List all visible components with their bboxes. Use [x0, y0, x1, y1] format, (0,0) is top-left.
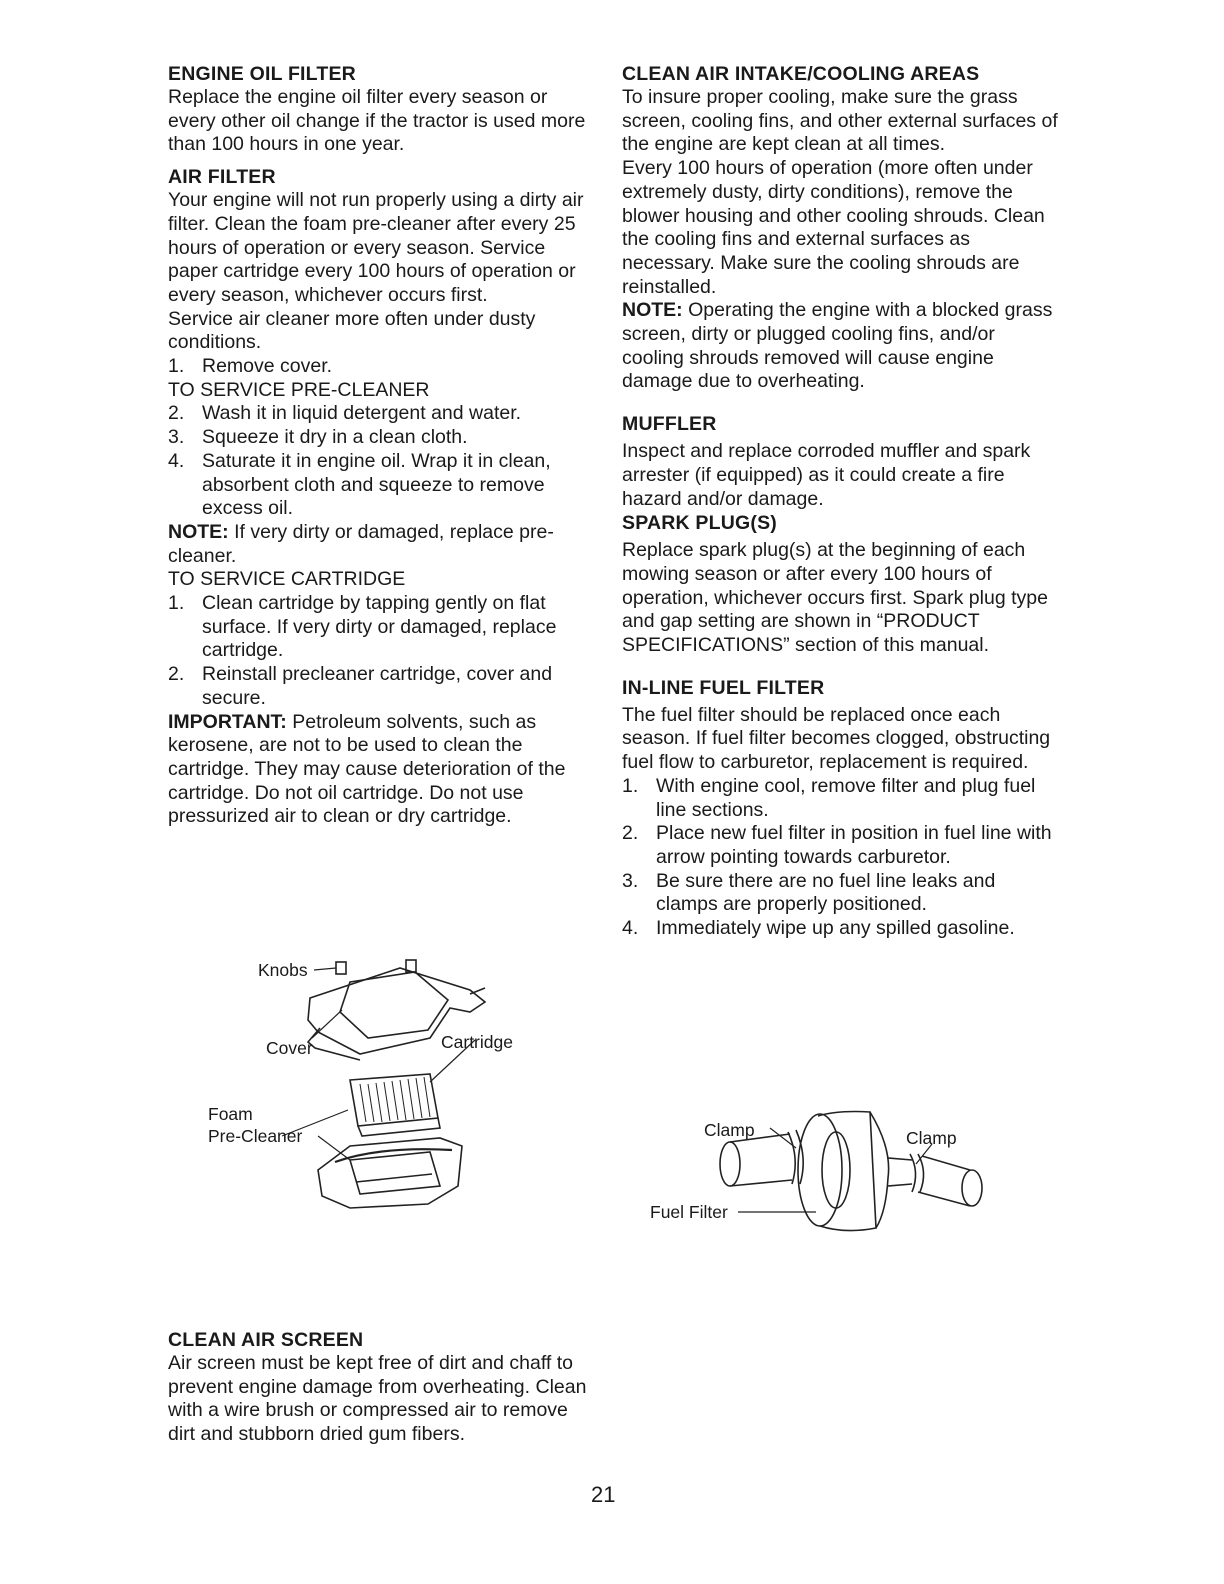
step-number: 2.	[168, 402, 185, 425]
clamp-left-label: Clamp	[704, 1120, 755, 1140]
step-number: 2.	[622, 822, 639, 845]
clean-air-screen-heading: CLEAN AIR SCREEN	[168, 1329, 364, 1351]
step-text: Remove cover.	[202, 355, 333, 378]
knob-left	[336, 962, 346, 974]
air-filter-heading: AIR FILTER	[168, 166, 276, 189]
step-number: 3.	[622, 869, 639, 892]
fuel-filter-illustration	[640, 1108, 1000, 1238]
clean-air-screen-body: Air screen must be kept free of dirt and chaff to prevent engine damage from overheating. Clean with a wire brush or compressed air to remove dirt and stubborn dried gum fibers.	[168, 1352, 587, 1446]
list-item	[168, 450, 598, 521]
important-note	[168, 711, 598, 830]
left-column	[168, 62, 598, 829]
air-filter-step-list	[168, 355, 598, 379]
important-label: IMPORTANT:	[168, 710, 287, 733]
note-label: NOTE:	[622, 299, 683, 322]
list-item	[168, 355, 598, 379]
list-item	[622, 775, 1062, 822]
note-text: Operating the engine with a blocked grass screen, dirty or plugged cooling fins, and/or cooling shrouds removed will cause engine damage due to overheating.	[622, 299, 1053, 393]
pre-cleaner-label: Pre-Cleaner	[208, 1126, 303, 1146]
air-filter-body-1: Your engine will not run properly using a dirty air filter. Clean the foam pre-cleaner after every 25 hours of operation or every season. Service paper cartridge every 100 hours of operation or every season, whichever occurs first.	[168, 189, 584, 306]
clean-air-intake-body-1: To insure proper cooling, make sure the grass screen, cooling fins, and other external surfaces of the engine are kept clean at all times.	[622, 86, 1058, 156]
step-number: 1.	[168, 355, 185, 378]
step-text: Be sure there are no fuel line leaks and clamps are properly positioned.	[656, 869, 996, 916]
spark-plugs-body: Replace spark plug(s) at the beginning of each mowing season or after every 100 hours of operation, whichever occurs first. Spark plug type and gap setting are shown in “PRODUCT SPECIFICATIONS” section of this manual.	[622, 539, 1048, 657]
clamp-right-label: Clamp	[906, 1128, 957, 1148]
knobs-label: Knobs	[258, 960, 308, 980]
cartridge-subheading: TO SERVICE CARTRIDGE	[168, 568, 406, 591]
muffler-body: Inspect and replace corroded muffler and spark arrester (if equipped) as it could create a fire hazard and/or damage.	[622, 440, 1031, 510]
page-number: 21	[591, 1482, 616, 1507]
pre-cleaner-subheading: TO SERVICE PRE-CLEANER	[168, 378, 430, 401]
list-item	[168, 426, 598, 450]
step-text: Place new fuel filter in position in fuel line with arrow pointing towards carburetor.	[656, 822, 1052, 868]
cooling-note	[622, 299, 1062, 394]
pre-cleaner-note	[168, 521, 598, 568]
clean-air-intake-body-2: Every 100 hours of operation (more often under extremely dusty, dirty conditions), remove the blower housing and other cooling shrouds. Clean the cooling fins and external surfaces as necessary. Make sure the cooling shrouds are reinstalled.	[622, 157, 1045, 298]
fuel-filter-label: Fuel Filter	[650, 1202, 728, 1222]
filter-body	[818, 1112, 876, 1231]
engine-oil-filter-body: Replace the engine oil filter every season or every other oil change if the tractor is used more than 100 hours in one year.	[168, 86, 586, 156]
step-text: Immediately wipe up any spilled gasoline.	[656, 917, 1015, 940]
list-item	[622, 822, 1062, 869]
pre-cleaner-steps	[168, 402, 598, 521]
air-cleaner-drawing	[200, 950, 540, 1220]
cartridge-label: Cartridge	[441, 1032, 513, 1052]
clean-air-intake-heading: CLEAN AIR INTAKE/COOLING AREAS	[622, 63, 980, 85]
step-text: Squeeze it dry in a clean cloth.	[202, 426, 468, 449]
step-number: 4.	[622, 917, 639, 940]
foam-label: Foam	[208, 1104, 253, 1124]
left-clamp	[788, 1132, 795, 1184]
note-label: NOTE:	[168, 520, 229, 543]
note-text: If very dirty or damaged, replace pre-cleaner.	[168, 520, 554, 567]
muffler-heading: MUFFLER	[622, 413, 717, 436]
step-text: With engine cool, remove filter and plug fuel line sections.	[656, 774, 1036, 821]
list-item	[168, 663, 598, 710]
step-text: Saturate it in engine oil. Wrap it in clean, absorbent cloth and squeeze to remove excess oil.	[202, 449, 551, 520]
cartridge-steps	[168, 592, 598, 711]
step-text: Clean cartridge by tapping gently on flat surface. If very dirty or damaged, replace cartridge.	[202, 592, 557, 662]
air-filter-body-2: Service air cleaner more often under dusty conditions.	[168, 307, 536, 354]
list-item	[622, 870, 1062, 917]
list-item	[622, 917, 1062, 941]
step-number: 2.	[168, 663, 185, 686]
step-text: Reinstall precleaner cartridge, cover and secure.	[202, 663, 553, 709]
step-text: Wash it in liquid detergent and water.	[202, 402, 522, 425]
step-number: 1.	[168, 592, 185, 615]
inline-fuel-filter-body: The fuel filter should be replaced once each season. If fuel filter becomes clogged, obstructing fuel flow to carburetor, replacement is required.	[622, 703, 1051, 774]
important-text: Petroleum solvents, such as kerosene, are not to be used to clean the cartridge. They may cause deterioration of the cartridge. Do not oil cartridge. Do not use pressurized air to clean or dry cartridge.	[168, 710, 566, 828]
engine-oil-filter-heading: ENGINE OIL FILTER	[168, 63, 356, 85]
right-column	[622, 62, 1062, 941]
spark-plugs-heading: SPARK PLUG(S)	[622, 512, 777, 535]
step-number: 1.	[622, 774, 639, 797]
list-item	[168, 592, 598, 663]
step-number: 4.	[168, 449, 185, 472]
step-number: 3.	[168, 426, 185, 449]
list-item	[168, 402, 598, 426]
inline-fuel-filter-heading: IN-LINE FUEL FILTER	[622, 676, 825, 699]
clean-air-screen-section	[168, 1328, 588, 1447]
fuel-filter-steps	[622, 775, 1062, 941]
air-cleaner-illustration	[200, 950, 540, 1220]
cover-label: Cover	[266, 1038, 313, 1058]
